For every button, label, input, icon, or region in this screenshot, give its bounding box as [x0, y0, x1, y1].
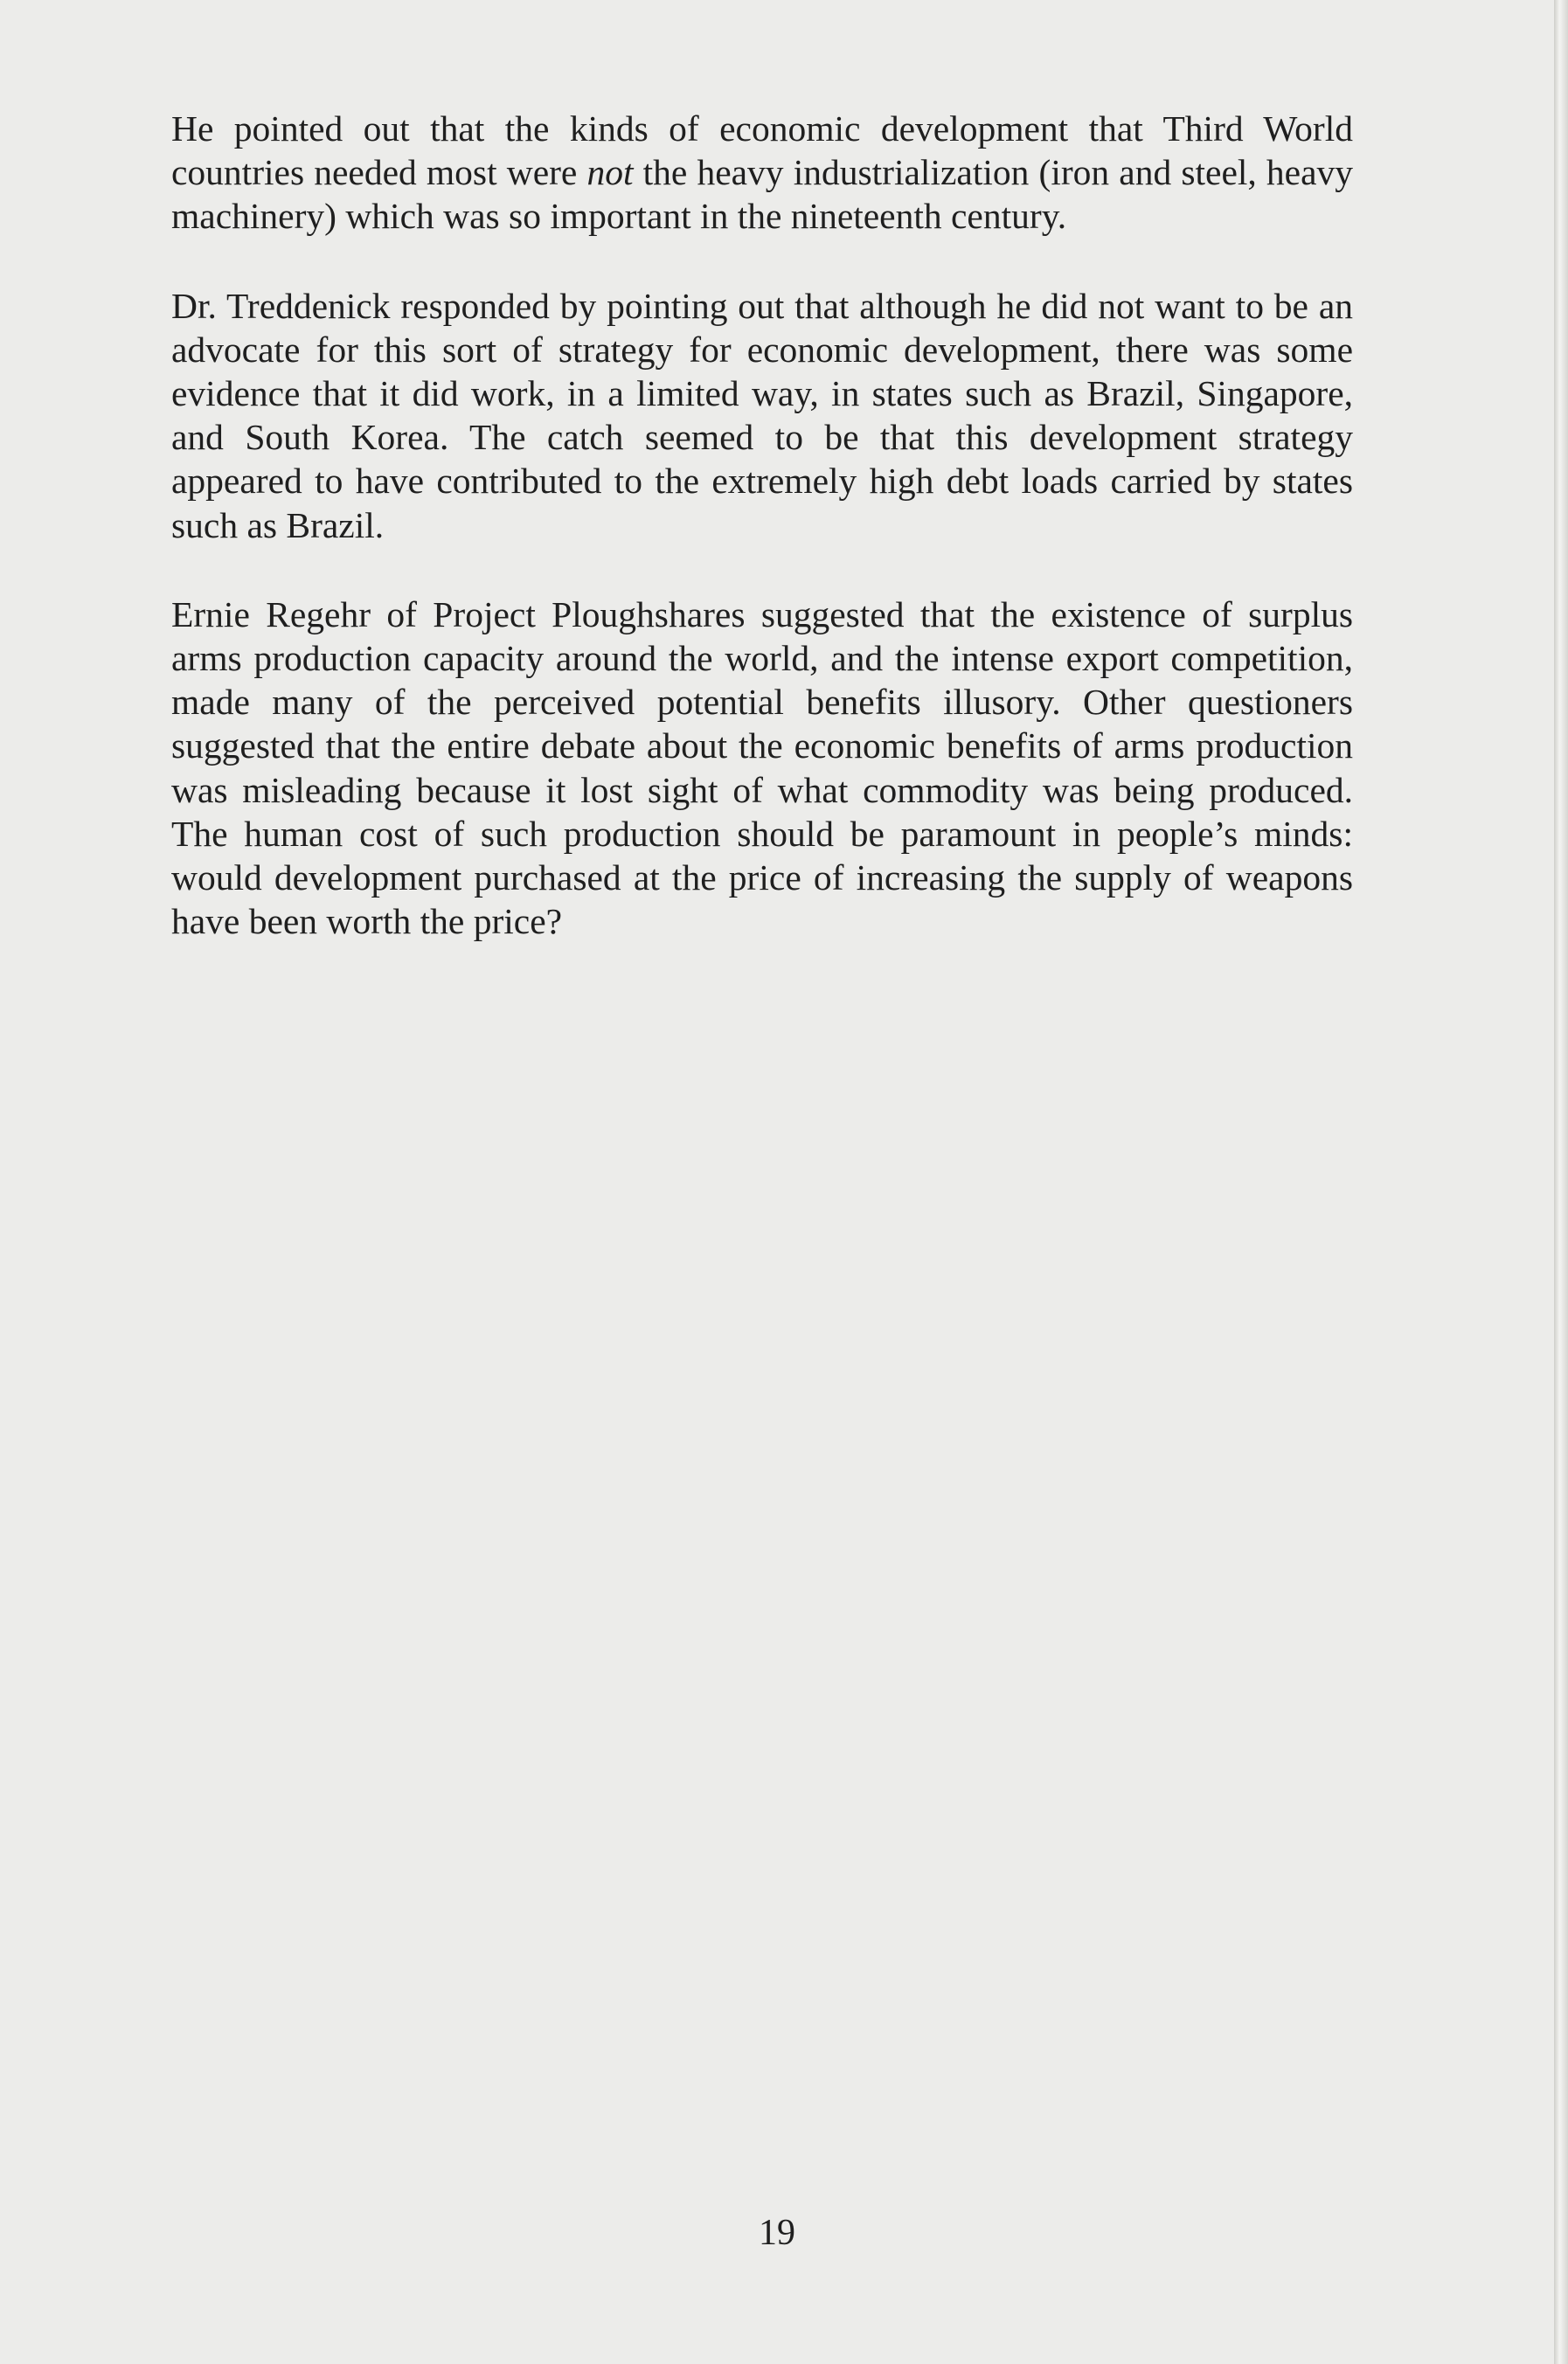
paragraph-1-text-end: the heavy industrialization (iron and steel, heavy machinery) which was so important in the nineteenth century.: [171, 152, 1353, 237]
paragraph-3: [171, 593, 1353, 944]
emphasis-not: not: [586, 152, 634, 193]
book-spine-edge: [1554, 0, 1568, 2364]
paragraph-1: [171, 107, 1353, 239]
paragraph-2: [171, 284, 1353, 547]
body-text: [171, 107, 1353, 988]
page-number: 19: [759, 2213, 795, 2253]
paragraph-2-text: Dr. Treddenick responded by pointing out that although he did not want to be an advocate for this sort of strategy for economic development, there was some evidence that it did work, in a limited way, in states such as Brazil, Singapore, and South Korea. The catch seemed to be that this development strategy appeared to have contributed to the extremely high debt loads carried by states such as Brazil.: [171, 285, 1353, 545]
paragraph-1-text-start: He pointed out that the kinds of economic development that Third World countries needed most were: [171, 108, 1353, 193]
paragraph-3-text: Ernie Regehr of Project Ploughshares suggested that the existence of surplus arms production capacity around the world, and the intense export competition, made many of the perceived potential benefits illusory. Other questioners suggested that the entire debate about the economic benefits of arms production was misleading because it lost sight of what commodity was being produced. The human cost of such production should be paramount in people’s minds: would development purchased at the price of increasing the supply of weapons have been worth the price?: [171, 593, 1353, 942]
